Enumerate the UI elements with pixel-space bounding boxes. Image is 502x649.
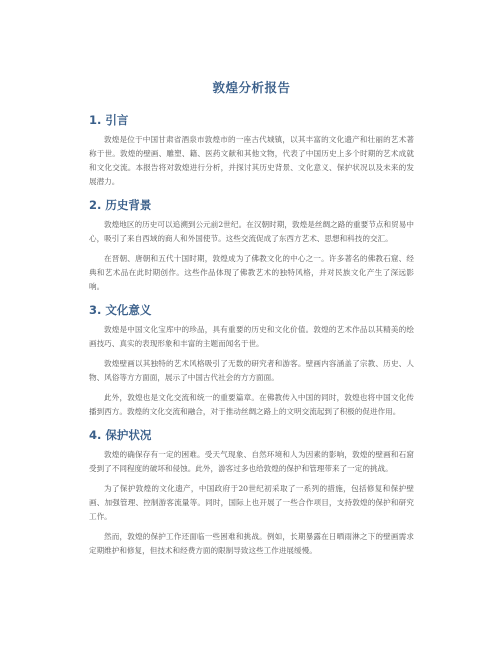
section-history — [89, 197, 414, 294]
section-cultural-significance — [89, 302, 414, 419]
paragraph: 此外，敦煌也是文化交流和统一的重要篇章。在佛教传入中国的同时，敦煌也将中国文化传播到西方。敦煌的文化交流和融合，对于推动丝绸之路上的文明交流起到了积极的促进作用。 — [89, 393, 414, 416]
section-heading: 3. 文化意义 — [89, 303, 152, 317]
section-preservation — [89, 427, 414, 558]
paragraph: 为了保护敦煌的文化遗产，中国政府于20世纪初采取了一系列的措施，包括修复和保护壁画、加强管理、控制游客流量等。同时，国际上也开展了一些合作项目，支持敦煌的保护和研究工作。 — [89, 484, 414, 521]
paragraph: 敦煌是中国文化宝库中的珍品，具有重要的历史和文化价值。敦煌的艺术作品以其精美的绘画技巧、真实的表现形象和丰富的主题而闻名于世。 — [89, 325, 414, 348]
section-heading: 1. 引言 — [89, 113, 129, 127]
paragraph: 敦煌地区的历史可以追溯到公元前2世纪。在汉朝时期，敦煌是丝绸之路的重要节点和贸易中心，吸引了来自西域的商人和外国使节。这些交流促成了东西方艺术、思想和科技的交汇。 — [89, 220, 414, 243]
paragraph: 敦煌的确保存有一定的困难。受天气现象、自然环境和人为因素的影响，敦煌的壁画和石窟受到了不同程度的破坏和侵蚀。此外，游客过多也给敦煌的保护和管理带来了一定的挑战。 — [89, 450, 414, 473]
section-introduction — [89, 112, 414, 189]
paragraph: 敦煌壁画以其独特的艺术风格吸引了无数的研究者和游客。壁画内容涵盖了宗教、历史、人物、风俗等方方面面，展示了中国古代社会的方方面面。 — [89, 359, 414, 382]
paragraph: 在晋朝、唐朝和五代十国时期，敦煌成为了佛教文化的中心之一。许多著名的佛教石窟、经典和艺术品在此时期创作。这些作品体现了佛教艺术的独特风格，并对民族文化产生了深远影响。 — [89, 254, 414, 291]
paragraph: 然而，敦煌的保护工作还面临一些困难和挑战。例如，长期暴露在日晒雨淋之下的壁画需求定期维护和修复，但技术和经费方面的限制导致这些工作进展缓慢。 — [89, 532, 414, 555]
document-title: 敦煌分析报告 — [212, 80, 291, 95]
paragraph: 敦煌是位于中国甘肃省酒泉市敦煌市的一座古代城镇，以其丰富的文化遗产和壮丽的艺术著称于世。敦煌的壁画、雕塑、籍、医药文献和其他文物，代表了中国历史上多个时期的艺术成就和文化交流。本报告将对敦煌进行分析，并探讨其历史背景、文化意义、保护状况以及未来的发展潜力。 — [89, 135, 414, 186]
section-heading: 4. 保护状况 — [89, 428, 152, 442]
section-heading: 2. 历史背景 — [89, 198, 152, 212]
